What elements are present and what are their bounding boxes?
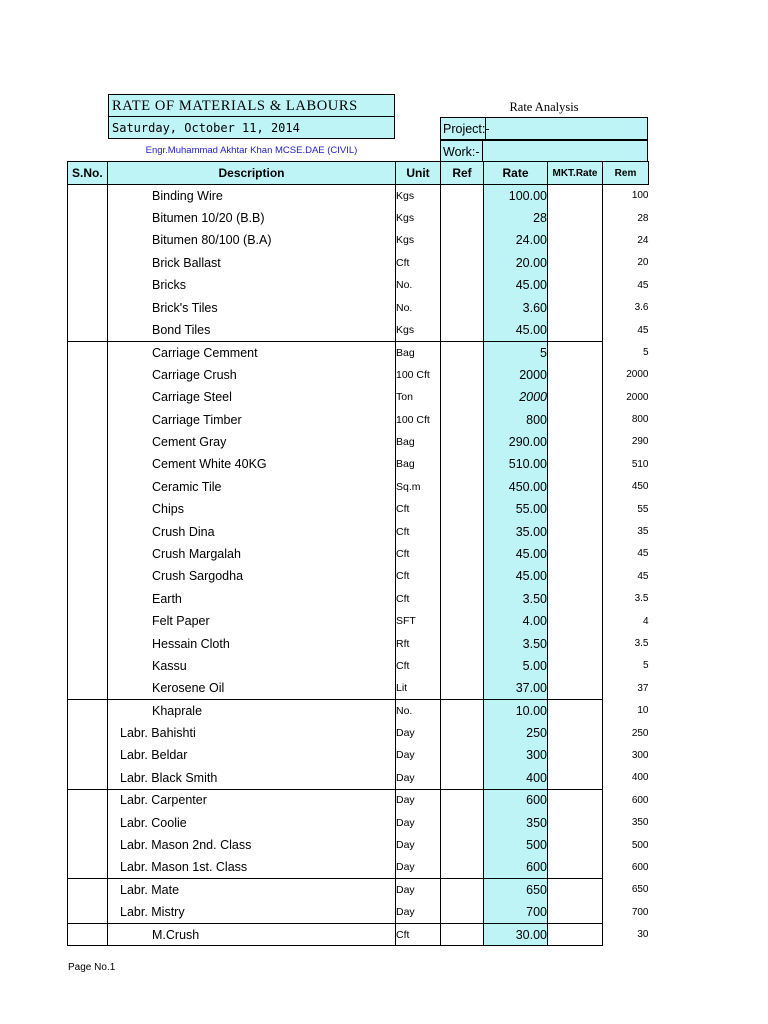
cell-description[interactable]: M.Crush	[108, 923, 396, 945]
cell-sno[interactable]	[68, 811, 108, 833]
cell-rate[interactable]: 24.00	[484, 229, 548, 251]
cell-sno[interactable]	[68, 319, 108, 341]
cell-description[interactable]: Labr. Black Smith	[108, 767, 396, 789]
cell-unit[interactable]: Kgs	[396, 185, 441, 207]
cell-rem[interactable]: 35	[637, 526, 649, 538]
table-row	[68, 699, 649, 721]
cell-description[interactable]: Brick's Tiles	[108, 296, 396, 318]
table-row	[68, 341, 649, 363]
table-row	[68, 744, 649, 766]
cell-rem[interactable]: 290	[631, 436, 649, 448]
table-row	[68, 498, 649, 520]
cell-unit[interactable]: Cft	[396, 520, 441, 542]
table-row	[68, 364, 649, 386]
table-header-row	[68, 162, 649, 185]
cell-unit[interactable]: 100 Cft	[396, 364, 441, 386]
cell-unit[interactable]: SFT	[396, 610, 441, 632]
cell-ref[interactable]	[441, 655, 484, 677]
cell-rate[interactable]: 400	[484, 767, 548, 789]
cell-sno[interactable]	[68, 498, 108, 520]
cell-rate[interactable]: 800	[484, 408, 548, 430]
cell-mkt-rate[interactable]	[548, 431, 603, 453]
col-header-ref: Ref	[441, 162, 484, 185]
cell-description[interactable]: Carriage Steel	[108, 386, 396, 408]
cell-mkt-rate[interactable]	[548, 252, 603, 274]
cell-rem[interactable]: 5	[642, 346, 649, 358]
cell-description[interactable]: Crush Dina	[108, 520, 396, 542]
cell-rem[interactable]: 350	[631, 817, 649, 829]
col-header-rem: Rem	[603, 162, 649, 185]
cell-sno[interactable]	[68, 901, 108, 923]
cell-description[interactable]: Crush Sargodha	[108, 565, 396, 587]
cell-description[interactable]: Labr. Mistry	[108, 901, 396, 923]
cell-description[interactable]: Cement White 40KG	[108, 453, 396, 475]
cell-ref[interactable]	[441, 520, 484, 542]
cell-mkt-rate[interactable]	[548, 229, 603, 251]
cell-unit[interactable]: No.	[396, 274, 441, 296]
cell-rate[interactable]: 28	[484, 207, 548, 229]
cell-rate[interactable]: 600	[484, 789, 548, 811]
col-header-description: Description	[108, 162, 396, 185]
cell-description[interactable]: Labr. Mate	[108, 879, 396, 901]
cell-unit[interactable]: Bag	[396, 431, 441, 453]
cell-sno[interactable]	[68, 476, 108, 498]
cell-mkt-rate[interactable]	[548, 901, 603, 923]
cell-description[interactable]: Labr. Beldar	[108, 744, 396, 766]
sheet-date: Saturday, October 11, 2014	[108, 117, 395, 139]
engineer-credit: Engr.Muhammad Akhtar Khan MCSE.DAE (CIVIL)	[145, 145, 358, 156]
cell-description[interactable]: Chips	[108, 498, 396, 520]
cell-rate[interactable]: 600	[484, 856, 548, 878]
table-row	[68, 610, 649, 632]
cell-rem[interactable]: 600	[631, 861, 649, 873]
cell-rate[interactable]: 4.00	[484, 610, 548, 632]
cell-ref[interactable]	[441, 923, 484, 945]
col-header-mkt-rate: MKT.Rate	[548, 162, 603, 185]
cell-unit[interactable]: Cft	[396, 498, 441, 520]
cell-description[interactable]: Crush Margalah	[108, 543, 396, 565]
cell-sno[interactable]	[68, 655, 108, 677]
table-row	[68, 207, 649, 229]
cell-unit[interactable]: Day	[396, 901, 441, 923]
table-row	[68, 722, 649, 744]
cell-sno[interactable]	[68, 386, 108, 408]
cell-mkt-rate[interactable]	[548, 811, 603, 833]
rates-table	[67, 161, 649, 946]
cell-mkt-rate[interactable]	[548, 207, 603, 229]
cell-sno[interactable]	[68, 923, 108, 945]
cell-sno[interactable]	[68, 565, 108, 587]
cell-rate[interactable]: 300	[484, 744, 548, 766]
cell-rate[interactable]: 100.00	[484, 185, 548, 207]
cell-ref[interactable]	[441, 879, 484, 901]
cell-mkt-rate[interactable]	[548, 879, 603, 901]
cell-ref[interactable]	[441, 610, 484, 632]
cell-description[interactable]: Bitumen 80/100 (B.A)	[108, 229, 396, 251]
cell-ref[interactable]	[441, 699, 484, 721]
cell-mkt-rate[interactable]	[548, 632, 603, 654]
cell-mkt-rate[interactable]	[548, 386, 603, 408]
cell-rem[interactable]: 45	[637, 570, 649, 582]
cell-rem[interactable]: 3.5	[634, 593, 649, 605]
cell-description[interactable]: Ceramic Tile	[108, 476, 396, 498]
cell-description[interactable]: Hessain Cloth	[108, 632, 396, 654]
col-header-sno: S.No.	[68, 162, 108, 185]
cell-rem[interactable]: 300	[631, 749, 649, 761]
cell-unit[interactable]: No.	[396, 296, 441, 318]
cell-unit[interactable]: Day	[396, 834, 441, 856]
cell-rem[interactable]: 20	[637, 257, 649, 269]
sheet-title: RATE OF MATERIALS & LABOURS	[108, 94, 395, 117]
cell-mkt-rate[interactable]	[548, 476, 603, 498]
cell-sno[interactable]	[68, 699, 108, 721]
cell-unit[interactable]: Cft	[396, 923, 441, 945]
table-row	[68, 386, 649, 408]
cell-rem[interactable]: 510	[631, 458, 649, 470]
cell-unit[interactable]: Day	[396, 811, 441, 833]
cell-mkt-rate[interactable]	[548, 319, 603, 341]
cell-rem[interactable]: 100	[631, 190, 649, 202]
cell-ref[interactable]	[441, 901, 484, 923]
cell-rem[interactable]: 30	[637, 929, 649, 941]
cell-description[interactable]: Labr. Carpenter	[108, 789, 396, 811]
table-row	[68, 789, 649, 811]
cell-rem[interactable]: 45	[637, 548, 649, 560]
cell-mkt-rate[interactable]	[548, 767, 603, 789]
cell-ref[interactable]	[441, 588, 484, 610]
cell-ref[interactable]	[441, 744, 484, 766]
cell-rem[interactable]: 3.5	[634, 638, 649, 649]
table-row	[68, 319, 649, 341]
cell-description[interactable]: Labr. Mason 1st. Class	[108, 856, 396, 878]
work-label: Work:-	[443, 145, 480, 159]
cell-unit[interactable]: Bag	[396, 453, 441, 475]
cell-mkt-rate[interactable]	[548, 923, 603, 945]
cell-sno[interactable]	[68, 207, 108, 229]
cell-unit[interactable]: Kgs	[396, 319, 441, 341]
cell-rem[interactable]: 250	[631, 727, 649, 739]
cell-description[interactable]: Labr. Coolie	[108, 811, 396, 833]
table-row	[68, 811, 649, 833]
cell-unit[interactable]: Kgs	[396, 207, 441, 229]
cell-mkt-rate[interactable]	[548, 655, 603, 677]
cell-rate[interactable]: 45.00	[484, 274, 548, 296]
cell-sno[interactable]	[68, 431, 108, 453]
cell-rem[interactable]: 2000	[626, 369, 649, 381]
cell-mkt-rate[interactable]	[548, 185, 603, 207]
table-row	[68, 453, 649, 475]
table-row	[68, 543, 649, 565]
cell-unit[interactable]: Cft	[396, 252, 441, 274]
cell-rate[interactable]: 650	[484, 879, 548, 901]
cell-ref[interactable]	[441, 207, 484, 229]
cell-ref[interactable]	[441, 296, 484, 318]
cell-unit[interactable]: Cft	[396, 588, 441, 610]
cell-mkt-rate[interactable]	[548, 856, 603, 878]
cell-ref[interactable]	[441, 677, 484, 699]
table-row	[68, 901, 649, 923]
table-row	[68, 632, 649, 654]
cell-ref[interactable]	[441, 431, 484, 453]
cell-rate[interactable]: 35.00	[484, 520, 548, 542]
cell-rem[interactable]: 55	[637, 503, 649, 515]
cell-ref[interactable]	[441, 811, 484, 833]
cell-ref[interactable]	[441, 274, 484, 296]
table-row	[68, 185, 649, 207]
cell-rem[interactable]: 450	[631, 481, 649, 493]
cell-description[interactable]: Kassu	[108, 655, 396, 677]
cell-rem[interactable]: 600	[631, 794, 649, 806]
cell-sno[interactable]	[68, 677, 108, 699]
cell-sno[interactable]	[68, 520, 108, 542]
cell-rate[interactable]: 30.00	[484, 923, 548, 945]
cell-unit[interactable]: No.	[396, 699, 441, 721]
cell-rate[interactable]: 5.00	[484, 655, 548, 677]
table-row	[68, 476, 649, 498]
col-header-rate: Rate	[484, 162, 548, 185]
cell-description[interactable]: Bricks	[108, 274, 396, 296]
cell-rate[interactable]: 290.00	[484, 431, 548, 453]
cell-description[interactable]: Kerosene Oil	[108, 677, 396, 699]
cell-sno[interactable]	[68, 632, 108, 654]
cell-unit[interactable]: Lit	[396, 677, 441, 699]
cell-sno[interactable]	[68, 543, 108, 565]
cell-ref[interactable]	[441, 319, 484, 341]
cell-sno[interactable]	[68, 744, 108, 766]
cell-ref[interactable]	[441, 498, 484, 520]
cell-rate[interactable]: 250	[484, 722, 548, 744]
cell-rate[interactable]: 45.00	[484, 319, 548, 341]
cell-rem[interactable]: 5	[642, 660, 649, 672]
cell-rem[interactable]: 650	[631, 884, 649, 896]
cell-rem[interactable]: 37	[637, 682, 649, 694]
cell-rate[interactable]: 3.50	[484, 632, 548, 654]
cell-ref[interactable]	[441, 632, 484, 654]
cell-mkt-rate[interactable]	[548, 341, 603, 363]
cell-sno[interactable]	[68, 834, 108, 856]
cell-sno[interactable]	[68, 856, 108, 878]
cell-rem[interactable]: 45	[637, 279, 649, 291]
table-row	[68, 655, 649, 677]
cell-description[interactable]: Bitumen 10/20 (B.B)	[108, 207, 396, 229]
cell-mkt-rate[interactable]	[548, 296, 603, 318]
cell-sno[interactable]	[68, 341, 108, 363]
cell-unit[interactable]: Day	[396, 856, 441, 878]
cell-ref[interactable]	[441, 453, 484, 475]
cell-rem[interactable]: 3.6	[634, 302, 649, 314]
cell-ref[interactable]	[441, 767, 484, 789]
cell-sno[interactable]	[68, 364, 108, 386]
cell-sno[interactable]	[68, 722, 108, 744]
cell-mkt-rate[interactable]	[548, 722, 603, 744]
cell-rate[interactable]: 3.60	[484, 296, 548, 318]
cell-description[interactable]: Earth	[108, 588, 396, 610]
cell-unit[interactable]: Sq.m	[396, 476, 441, 498]
cell-rate[interactable]: 350	[484, 811, 548, 833]
cell-description[interactable]: Labr. Mason 2nd. Class	[108, 834, 396, 856]
cell-unit[interactable]: Rft	[396, 632, 441, 654]
cell-ref[interactable]	[441, 386, 484, 408]
cell-unit[interactable]: Day	[396, 789, 441, 811]
cell-rate[interactable]: 510.00	[484, 453, 548, 475]
cell-description[interactable]: Carriage Crush	[108, 364, 396, 386]
cell-mkt-rate[interactable]	[548, 699, 603, 721]
cell-rate[interactable]: 20.00	[484, 252, 548, 274]
cell-ref[interactable]	[441, 408, 484, 430]
cell-unit[interactable]: Day	[396, 744, 441, 766]
table-row	[68, 252, 649, 274]
table-row	[68, 834, 649, 856]
cell-rem[interactable]: 28	[637, 212, 649, 224]
cell-mkt-rate[interactable]	[548, 565, 603, 587]
cell-mkt-rate[interactable]	[548, 274, 603, 296]
cell-rem[interactable]: 24	[637, 234, 649, 246]
cell-ref[interactable]	[441, 543, 484, 565]
cell-mkt-rate[interactable]	[548, 789, 603, 811]
table-row	[68, 408, 649, 430]
rate-analysis-label: Rate Analysis	[509, 100, 579, 114]
cell-sno[interactable]	[68, 408, 108, 430]
table-row	[68, 856, 649, 878]
table-row	[68, 274, 649, 296]
cell-mkt-rate[interactable]	[548, 588, 603, 610]
work-divider	[482, 141, 483, 162]
cell-mkt-rate[interactable]	[548, 834, 603, 856]
cell-sno[interactable]	[68, 453, 108, 475]
cell-mkt-rate[interactable]	[548, 610, 603, 632]
cell-rate[interactable]: 500	[484, 834, 548, 856]
cell-description[interactable]: Carriage Cemment	[108, 341, 396, 363]
cell-rate[interactable]: 55.00	[484, 498, 548, 520]
cell-unit[interactable]: Bag	[396, 341, 441, 363]
table-row	[68, 520, 649, 542]
cell-mkt-rate[interactable]	[548, 744, 603, 766]
project-divider	[485, 118, 486, 139]
cell-unit[interactable]: Cft	[396, 543, 441, 565]
table-row	[68, 879, 649, 901]
cell-description[interactable]: Carriage Timber	[108, 408, 396, 430]
cell-sno[interactable]	[68, 274, 108, 296]
cell-unit[interactable]: 100 Cft	[396, 408, 441, 430]
cell-rate[interactable]: 450.00	[484, 476, 548, 498]
table-row	[68, 767, 649, 789]
cell-rate[interactable]: 700	[484, 901, 548, 923]
table-row	[68, 677, 649, 699]
cell-ref[interactable]	[441, 229, 484, 251]
cell-rem[interactable]: 400	[631, 772, 649, 784]
cell-rate[interactable]: 2000	[484, 364, 548, 386]
cell-sno[interactable]	[68, 296, 108, 318]
cell-unit[interactable]: Ton	[396, 386, 441, 408]
cell-mkt-rate[interactable]	[548, 498, 603, 520]
cell-ref[interactable]	[441, 856, 484, 878]
cell-ref[interactable]	[441, 341, 484, 363]
cell-mkt-rate[interactable]	[548, 520, 603, 542]
cell-rem[interactable]: 2000	[626, 391, 649, 403]
cell-unit[interactable]: Cft	[396, 565, 441, 587]
cell-rate[interactable]: 2000	[484, 386, 548, 408]
cell-unit[interactable]: Day	[396, 879, 441, 901]
page-number: Page No.1	[68, 962, 116, 973]
cell-mkt-rate[interactable]	[548, 543, 603, 565]
col-header-unit: Unit	[396, 162, 441, 185]
cell-mkt-rate[interactable]	[548, 408, 603, 430]
cell-sno[interactable]	[68, 229, 108, 251]
table-row	[68, 431, 649, 453]
table-row	[68, 229, 649, 251]
cell-mkt-rate[interactable]	[548, 677, 603, 699]
cell-rem[interactable]: 45	[637, 324, 649, 336]
cell-ref[interactable]	[441, 476, 484, 498]
project-label: Project:-	[443, 122, 490, 136]
cell-rem[interactable]: 4	[642, 615, 649, 627]
cell-sno[interactable]	[68, 185, 108, 207]
cell-unit[interactable]: Cft	[396, 655, 441, 677]
cell-description[interactable]: Brick Ballast	[108, 252, 396, 274]
table-row	[68, 923, 649, 945]
cell-sno[interactable]	[68, 879, 108, 901]
cell-unit[interactable]: Kgs	[396, 229, 441, 251]
cell-description[interactable]: Felt Paper	[108, 610, 396, 632]
cell-rate[interactable]: 45.00	[484, 543, 548, 565]
cell-rate[interactable]: 45.00	[484, 565, 548, 587]
cell-ref[interactable]	[441, 364, 484, 386]
cell-description[interactable]: Labr. Bahishti	[108, 722, 396, 744]
cell-description[interactable]: Binding Wire	[108, 185, 396, 207]
cell-rem[interactable]: 500	[631, 839, 649, 851]
work-field[interactable]	[440, 140, 648, 163]
cell-sno[interactable]	[68, 610, 108, 632]
cell-ref[interactable]	[441, 722, 484, 744]
cell-ref[interactable]	[441, 565, 484, 587]
cell-sno[interactable]	[68, 767, 108, 789]
cell-mkt-rate[interactable]	[548, 364, 603, 386]
cell-mkt-rate[interactable]	[548, 453, 603, 475]
cell-sno[interactable]	[68, 588, 108, 610]
cell-ref[interactable]	[441, 252, 484, 274]
cell-rem[interactable]: 10	[637, 705, 649, 717]
cell-description[interactable]: Bond Tiles	[108, 319, 396, 341]
cell-rem[interactable]: 700	[631, 906, 649, 918]
cell-rem[interactable]: 800	[631, 414, 649, 426]
cell-rate[interactable]: 3.50	[484, 588, 548, 610]
cell-unit[interactable]: Day	[396, 722, 441, 744]
cell-description[interactable]: Khaprale	[108, 699, 396, 721]
cell-unit[interactable]: Day	[396, 767, 441, 789]
cell-rate[interactable]: 37.00	[484, 677, 548, 699]
cell-ref[interactable]	[441, 789, 484, 811]
table-row	[68, 588, 649, 610]
cell-sno[interactable]	[68, 789, 108, 811]
cell-description[interactable]: Cement Gray	[108, 431, 396, 453]
table-row	[68, 296, 649, 318]
cell-sno[interactable]	[68, 252, 108, 274]
cell-rate[interactable]: 10.00	[484, 699, 548, 721]
cell-rate[interactable]: 5	[484, 341, 548, 363]
cell-ref[interactable]	[441, 834, 484, 856]
table-row	[68, 565, 649, 587]
project-field[interactable]	[440, 117, 648, 140]
cell-ref[interactable]	[441, 185, 484, 207]
